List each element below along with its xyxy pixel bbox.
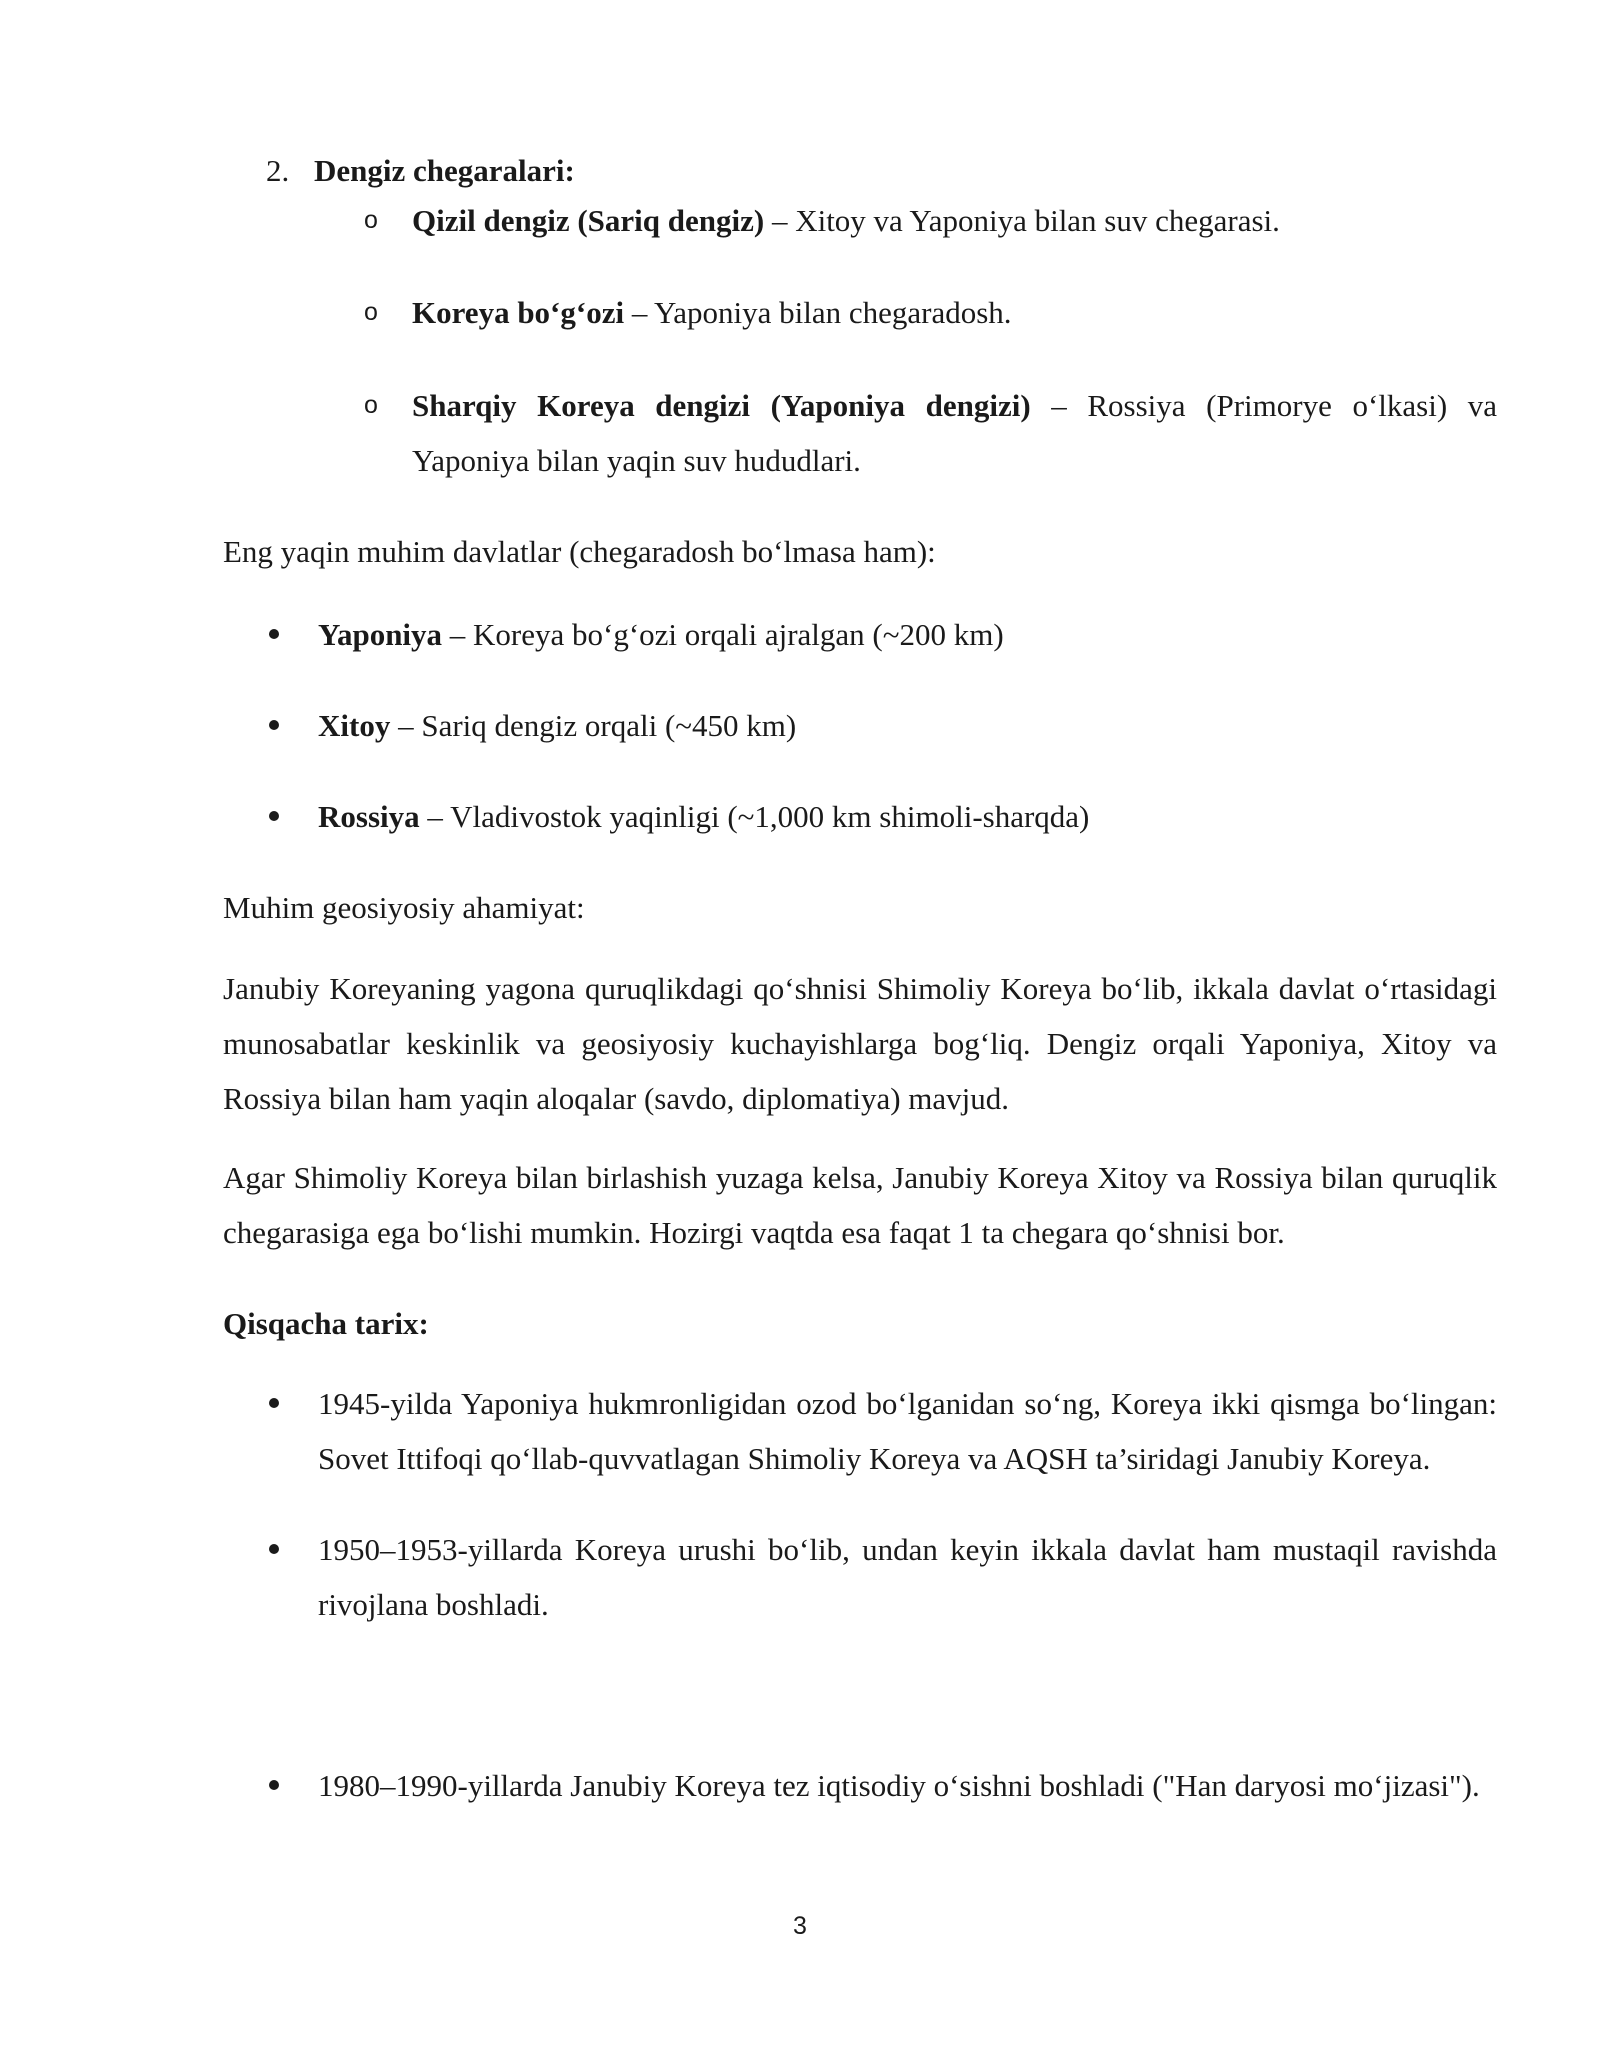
- item-term: Qizil dengiz (Sariq dengiz): [412, 203, 765, 238]
- sub-bullet-marker: o: [364, 298, 378, 326]
- item-description: – Koreya bo‘g‘ozi orqali ajralgan (~200 km): [442, 617, 1004, 652]
- section-title: Dengiz chegaralari:: [314, 153, 575, 188]
- geopolitics-heading: Muhim geosiyosiy ahamiyat:: [223, 890, 585, 925]
- history-item: [318, 1758, 1497, 1813]
- item-line-2: Yaponiya bilan yaqin suv hududlari.: [412, 443, 861, 478]
- bullet-dot: [269, 720, 279, 730]
- geopolitics-paragraph-1: Janubiy Koreyaning yagona quruqlikdagi qo‘shnisi Shimoliy Koreya bo‘lib, ikkala davlat o‘rtasidagi munosabatlar keskinlik va geosiyosiy kuchayishlarga bog‘liq. Dengiz orqali Yaponiya, Xitoy va Rossiya bilan ham yaqin aloqalar (savdo, diplomatiya) mavjud.: [223, 971, 1497, 1116]
- bullet-item: [318, 698, 1497, 753]
- item-line-1: [412, 378, 1497, 433]
- item-term: Yaponiya: [318, 617, 443, 652]
- sub-bullet-marker: o: [364, 391, 378, 419]
- item-description: – Sariq dengiz orqali (~450 km): [390, 708, 797, 743]
- history-heading: Qisqacha tarix:: [223, 1306, 429, 1341]
- bullet-dot: [269, 1544, 279, 1554]
- item-term: Sharqiy Koreya dengizi (Yaponiya dengizi): [412, 388, 1031, 423]
- bullet-dot: [269, 1780, 279, 1790]
- sub-bullet-marker: o: [364, 206, 378, 234]
- item-description: – Xitoy va Yaponiya bilan suv chegarasi.: [764, 203, 1280, 238]
- history-text: 1945-yilda Yaponiya hukmronligidan ozod bo‘lganidan so‘ng, Koreya ikki qismga bo‘lingan: Sovet Ittifoqi qo‘llab-quvvatlagan Shimoliy Koreya va AQSH ta’siridagi Janubiy Koreya.: [318, 1386, 1497, 1476]
- bullet-dot: [269, 1398, 279, 1408]
- bullet-item: [318, 789, 1497, 844]
- sub-list-item: [364, 285, 1497, 340]
- sub-list-item: [364, 378, 1498, 488]
- history-text: 1950–1953-yillarda Koreya urushi bo‘lib, undan keyin ikkala davlat ham mustaqil ravishda rivojlana boshladi.: [318, 1532, 1497, 1622]
- sub-list-item: [364, 193, 1497, 248]
- bullet-item: [318, 607, 1497, 662]
- item-term: Rossiya: [318, 799, 420, 834]
- bullet-dot: [269, 811, 279, 821]
- neighbors-heading: Eng yaqin muhim davlatlar (chegaradosh bo‘lmasa ham):: [223, 534, 936, 569]
- item-description: – Vladivostok yaqinligi (~1,000 km shimoli-sharqda): [419, 799, 1090, 834]
- item-description: – Yaponiya bilan chegaradosh.: [624, 295, 1012, 330]
- history-text: 1980–1990-yillarda Janubiy Koreya tez iqtisodiy o‘sishni boshladi ("Han daryosi mo‘jizasi").: [318, 1768, 1480, 1803]
- item-term: Koreya bo‘g‘ozi: [412, 295, 625, 330]
- item-term: Xitoy: [318, 708, 391, 743]
- page-number: 3: [793, 1912, 807, 1940]
- item-description: – Rossiya (Primorye o‘lkasi) va: [1030, 388, 1498, 423]
- bullet-dot: [269, 629, 279, 639]
- geopolitics-paragraph-2: Agar Shimoliy Koreya bilan birlashish yuzaga kelsa, Janubiy Koreya Xitoy va Rossiya bilan quruqlik chegarasiga ega bo‘lishi mumkin. Hozirgi vaqtda esa faqat 1 ta chegara qo‘shnisi bor.: [223, 1160, 1497, 1250]
- history-item: [318, 1522, 1497, 1632]
- list-number: 2.: [266, 153, 290, 188]
- history-item: [318, 1376, 1497, 1486]
